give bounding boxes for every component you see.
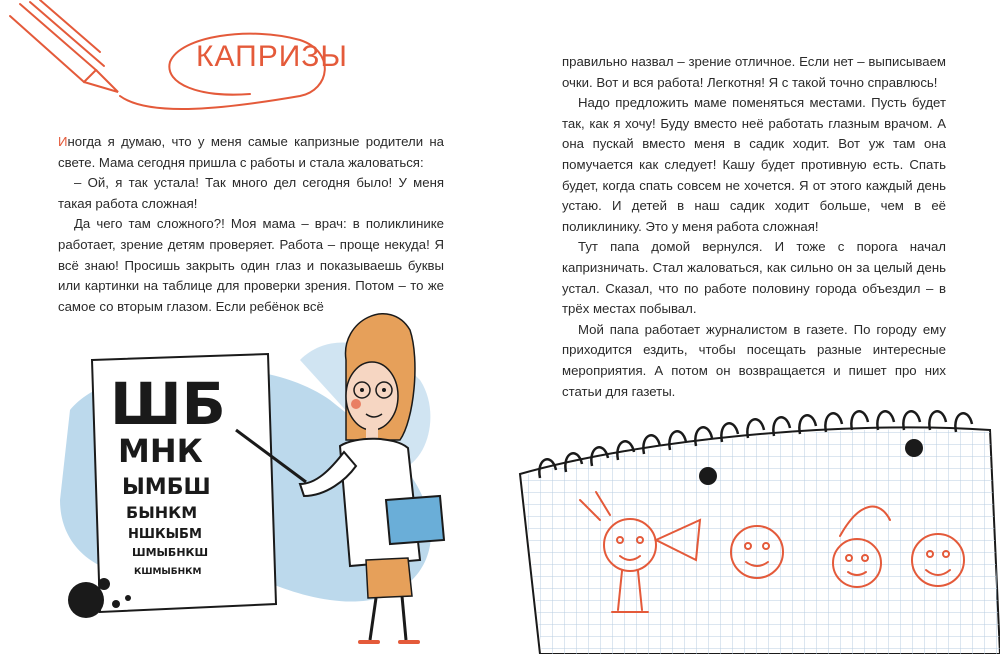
paragraph: Тут папа домой вернулся. И тоже с порога начал капризничать. Стал жаловаться, как сильно он за целый день устал. Сказал, что по работе половину города объездил – в трёх местах побывал. [562,239,946,317]
paragraph: – Ой, я так устала! Так много дел сегодня было! У меня такая работа сложная! [58,175,444,211]
dropcap: И [58,134,68,149]
eye-chart-row: МНК [118,432,203,470]
right-text-column [562,52,946,402]
paragraph: Мой папа работает журналистом в газете. По городу ему приходится ездить, чтобы посещать разные интересные мероприятия. А потом он возвращается и пишет про них статьи для газеты. [562,321,946,399]
notebook-illustration [520,411,1000,654]
paragraph: Надо предложить маме поменяться местами. Пусть будет так, как я хочу! Буду вместо неё работать глазным врачом. А она пускай вместо меня в садик ходит. Вот уж там она помучается как следует! Кашу будет противную есть. Спать будет, когда спать совсем не хочется. Я от этого каждый день устаю. И детей в наш садик ходит больше, чем в её поликлинику. Это у меня работа сложная! [562,95,946,234]
eye-chart-row: ШМЫБНКШ [132,546,209,559]
eye-chart-row: ШБ [110,370,226,438]
left-text-column [58,132,444,317]
eye-chart-row: НШКЫБМ [128,527,202,542]
paragraph-text: ногда я думаю, что у меня самые капризные родители на свете. Мама сегодня пришла с работы и стала жаловаться: [58,134,444,170]
eye-chart-row: БЫНКМ [126,503,198,522]
chapter-title: КАПРИЗЫ [196,40,348,73]
paragraph: Да чего там сложного?! Моя мама – врач: в поликлинике работает, зрение детям проверяет. Работа – проще некуда! Я всё знаю! Просишь закрыть один глаз и показываешь буквы или картинки на таблице для проверки зрения. Потом – то же самое со вторым глазом. Если ребёнок всё [58,216,444,314]
paragraph [58,132,444,173]
paragraph: правильно назвал – зрение отличное. Если нет – выписываем очки. Вот и вся работа! Легкотня! Я с такой точно справлюсь! [562,54,946,90]
pencil-icon [10,0,118,92]
eye-chart-row: КШМЫБНКМ [134,567,202,577]
eye-chart-row: ЫМБШ [122,475,211,500]
